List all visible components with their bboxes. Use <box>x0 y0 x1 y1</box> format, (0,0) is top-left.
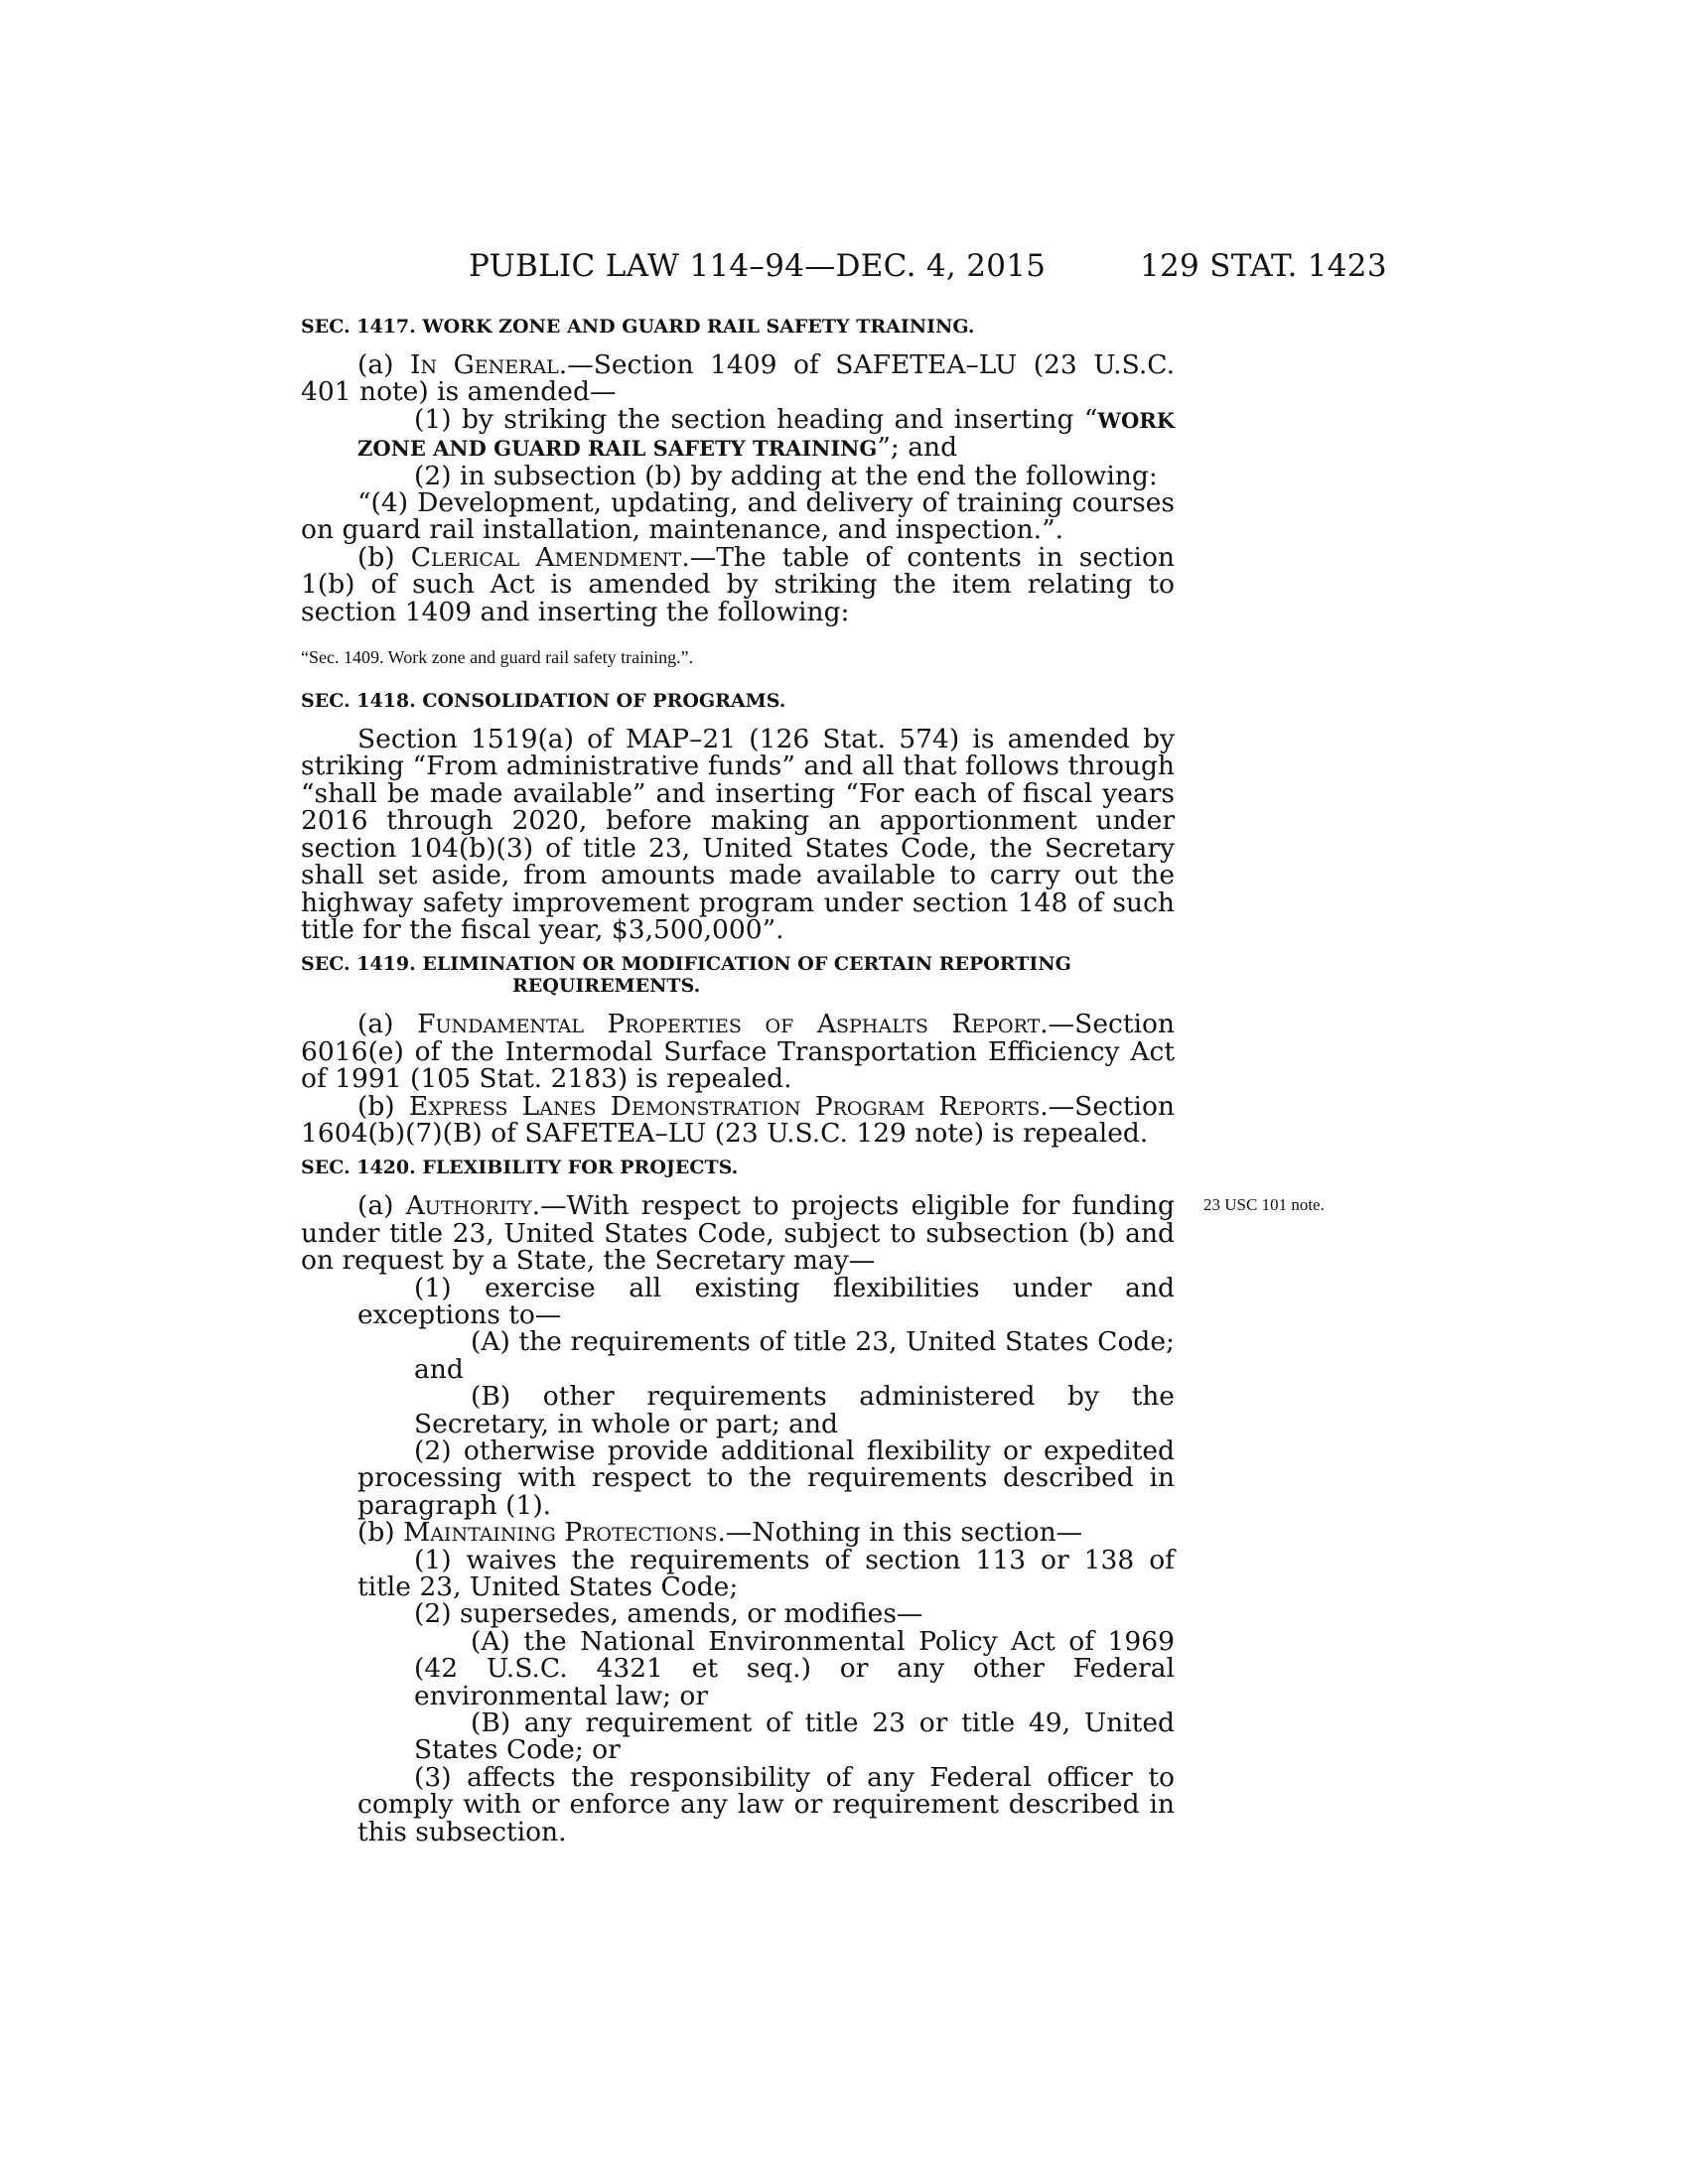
subsection-1419-b <box>301 1090 1175 1149</box>
margin-note: 23 USC 101 note. <box>1203 1195 1325 1214</box>
section-heading-1420: SEC. 1420. FLEXIBILITY FOR PROJECTS. <box>301 1157 739 1179</box>
section-heading-1419: SEC. 1419. ELIMINATION OR MODIFICATION OF CERTAIN REPORTING REQUIREMENTS. <box>301 953 1071 998</box>
subparagraph-1420-b-2-A: (A) the National Environmental Policy Act of 1969 (42 U.S.C. 4321 et seq.) or any other Federal environmental law; or <box>414 1625 1175 1711</box>
document-body <box>301 316 1175 1845</box>
paragraph-text: (1) by striking the section heading and inserting “ <box>414 403 1098 435</box>
subsection-caption: Fundamental Properties of Asphalts Report <box>417 1009 1041 1040</box>
subsection-text: .—Section 1604(b)(7)(B) of SAFETEA–LU (23 U.S.C. 129 note) is repealed. <box>301 1090 1175 1149</box>
subsection-caption: Clerical Amendment <box>410 541 682 573</box>
subsection-caption: In General <box>410 349 559 380</box>
subparagraph-1420-b-2-B: (B) any requirement of title 23 or title 49, United States Code; or <box>414 1707 1175 1766</box>
subsection-1420-b <box>301 1517 1175 1549</box>
running-header-stat-page: 129 STAT. 1423 <box>1140 248 1387 284</box>
paragraph-1420-a-1: (1) exercise all existing flexibilities under and exceptions to— <box>357 1272 1175 1330</box>
subsection-label: (b) <box>357 541 411 573</box>
subsection-text: .—Section 6016(e) of the Intermodal Surface Transportation Efficiency Act of 1991 (105 Stat. 2183) is repealed. <box>301 1009 1175 1095</box>
subparagraph-1420-a-1-A: (A) the requirements of title 23, United States Code; and <box>414 1326 1175 1385</box>
section-heading-1417: SEC. 1417. WORK ZONE AND GUARD RAIL SAFETY TRAINING. <box>301 316 975 338</box>
subsection-label: (a) <box>357 349 410 380</box>
subparagraph-1420-a-1-B: (B) other requirements administered by the Secretary, in whole or part; and <box>414 1381 1175 1439</box>
subsection-1417-b <box>301 541 1175 627</box>
inserted-heading-text: WORK ZONE AND GUARD RAIL SAFETY TRAINING <box>357 407 1175 462</box>
subsection-1417-a <box>301 351 1175 406</box>
paragraph-1420-b-2: (2) supersedes, amends, or modifies— <box>414 1598 923 1630</box>
subsection-1419-a <box>301 1009 1175 1095</box>
paragraph-1420-b-3: (3) affects the responsibility of any Federal officer to comply with or enforce any law or requirement described in this subsection. <box>357 1761 1175 1847</box>
subsection-text: .—The table of contents in section 1(b) of such Act is amended by striking the item relating to section 1409 and inserting the following: <box>301 541 1175 627</box>
section-heading-1418: SEC. 1418. CONSOLIDATION OF PROGRAMS. <box>301 690 786 713</box>
subsection-1420-a <box>301 1190 1175 1277</box>
section-1418-text: Section 1519(a) of MAP–21 (126 Stat. 574) is amended by striking “From administrative funds” and all that follows through “shall be made available” and inserting “For each of fiscal years 2016 through 2020, before making an apportionment under section 104(b)(3) of title 23, United States Code, the Secretary shall set aside, from amounts made available to carry out the highway safety improvement program under section 148 of such title for the fiscal year, $3,500,000”. <box>301 724 1175 945</box>
paragraph-1420-a-2: (2) otherwise provide additional flexibility or expedited processing with respect to the requirements described in paragraph (1). <box>357 1435 1175 1521</box>
table-of-contents-item: “Sec. 1409. Work zone and guard rail safety training.”. <box>301 647 694 668</box>
paragraph-1420-b-1: (1) waives the requirements of section 113 or 138 of title 23, United States Code; <box>357 1544 1175 1603</box>
subsection-label: (a) <box>357 1190 406 1222</box>
paragraph-text: ”; and <box>877 432 958 464</box>
quoted-paragraph-1417-a-2-4: “(4) Development, updating, and delivery of training courses on guard rail installation, maintenance, and inspection.”. <box>301 487 1175 546</box>
running-header-title: PUBLIC LAW 114–94—DEC. 4, 2015 <box>469 248 1047 284</box>
subsection-text: .—Nothing in this section— <box>717 1517 1083 1549</box>
subsection-text: .—With respect to projects eligible for funding under title 23, United States Code, subject to subsection (b) and on request by a State, the Secretary may— <box>301 1190 1175 1277</box>
subsection-label: (b) <box>357 1517 404 1549</box>
paragraph-1417-a-1 <box>301 403 1175 464</box>
subsection-caption: Authority <box>405 1190 532 1222</box>
paragraph-1417-a-2: (2) in subsection (b) by adding at the end the following: <box>414 460 1158 491</box>
subsection-caption: Express Lanes Demonstration Program Reports <box>408 1090 1041 1122</box>
subsection-label: (b) <box>357 1090 409 1122</box>
subsection-text: .—Section 1409 of SAFETEA–LU (23 U.S.C. 401 note) is amended— <box>301 349 1175 408</box>
subsection-caption: Maintaining Protections <box>403 1517 718 1549</box>
subsection-label: (a) <box>357 1009 418 1040</box>
